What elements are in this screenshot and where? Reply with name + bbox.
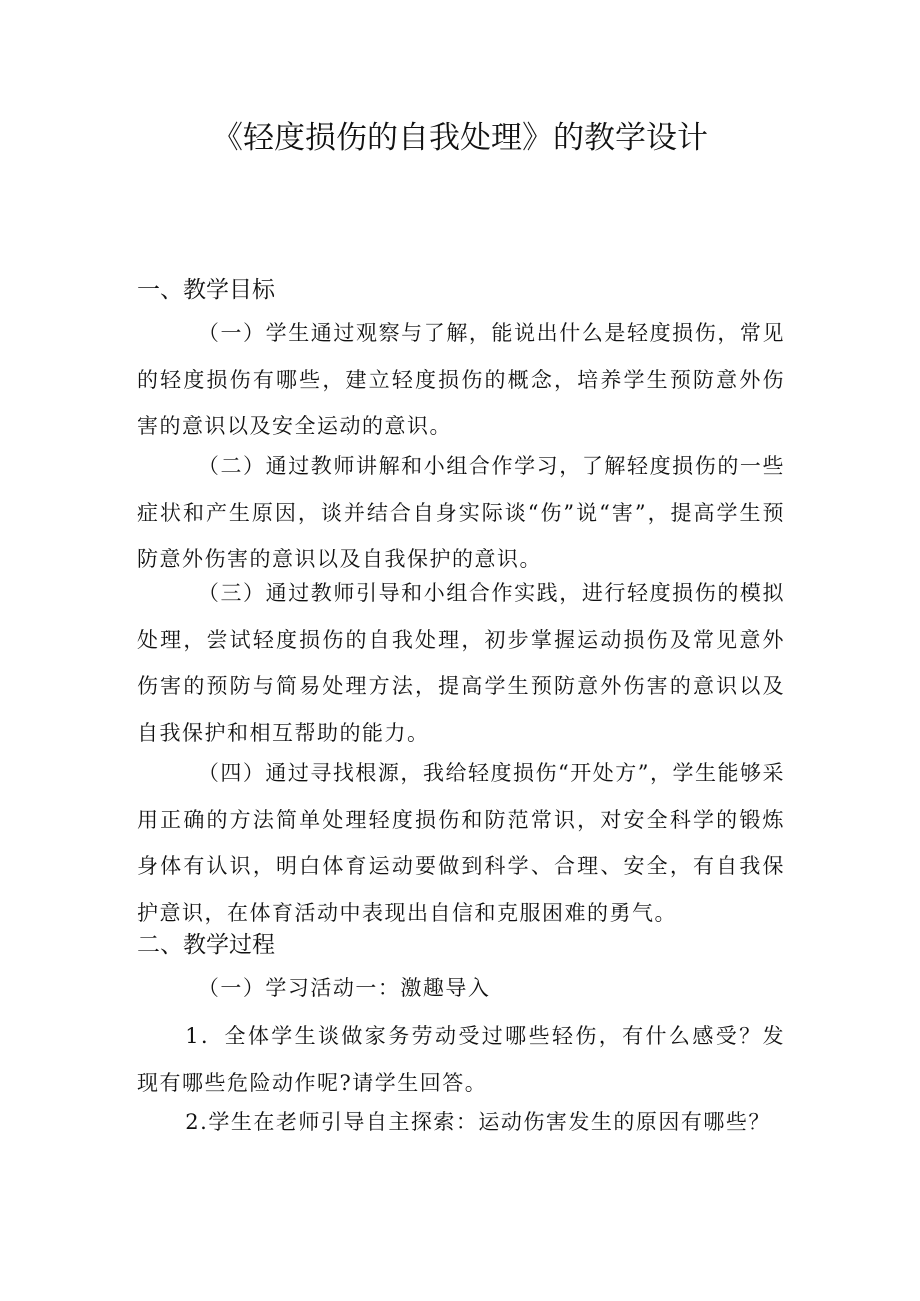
process-activity-1-title: （一）学习活动一：激趣导入: [197, 976, 491, 1000]
objective-paragraph-4: （四）通过寻找根源，我给轻度损伤“开处方”，学生能够采用正确的方法简单处理轻度损伤和防范常识，对安全科学的锻炼身体有认识，明白体育运动要做到科学、合理、安全，有自我保护意识，在体育活动中表现出自信和克服困难的勇气。: [137, 761, 785, 925]
process-step-2: 2.学生在老师引导自主探索：运动伤害发生的原因有哪些？: [185, 1110, 771, 1134]
section-heading-objectives: 一、教学目标: [137, 277, 275, 303]
objective-paragraph-1: （一）学生通过观察与了解，能说出什么是轻度损伤，常见的轻度损伤有哪些，建立轻度损伤的概念，培养学生预防意外伤害的意识以及安全运动的意识。: [137, 321, 785, 438]
objective-paragraph-3: （三）通过教师引导和小组合作实践，进行轻度损伤的模拟处理，尝试轻度损伤的自我处理，初步掌握运动损伤及常见意外伤害的预防与简易处理方法，提高学生预防意外伤害的意识以及自我保护和相互帮助的能力。: [137, 581, 785, 745]
section-heading-process: 二、教学过程: [137, 932, 275, 958]
process-step-1: 1．全体学生谈做家务劳动受过哪些轻伤，有什么感受？发现有哪些危险动作呢?请学生回答。: [137, 1024, 785, 1095]
document-title: 《轻度损伤的自我处理》的教学设计: [212, 120, 708, 156]
objective-paragraph-2: （二）通过教师讲解和小组合作学习，了解轻度损伤的一些症状和产生原因，谈并结合自身实际谈“伤”说“害”，提高学生预防意外伤害的意识以及自我保护的意识。: [137, 454, 785, 571]
